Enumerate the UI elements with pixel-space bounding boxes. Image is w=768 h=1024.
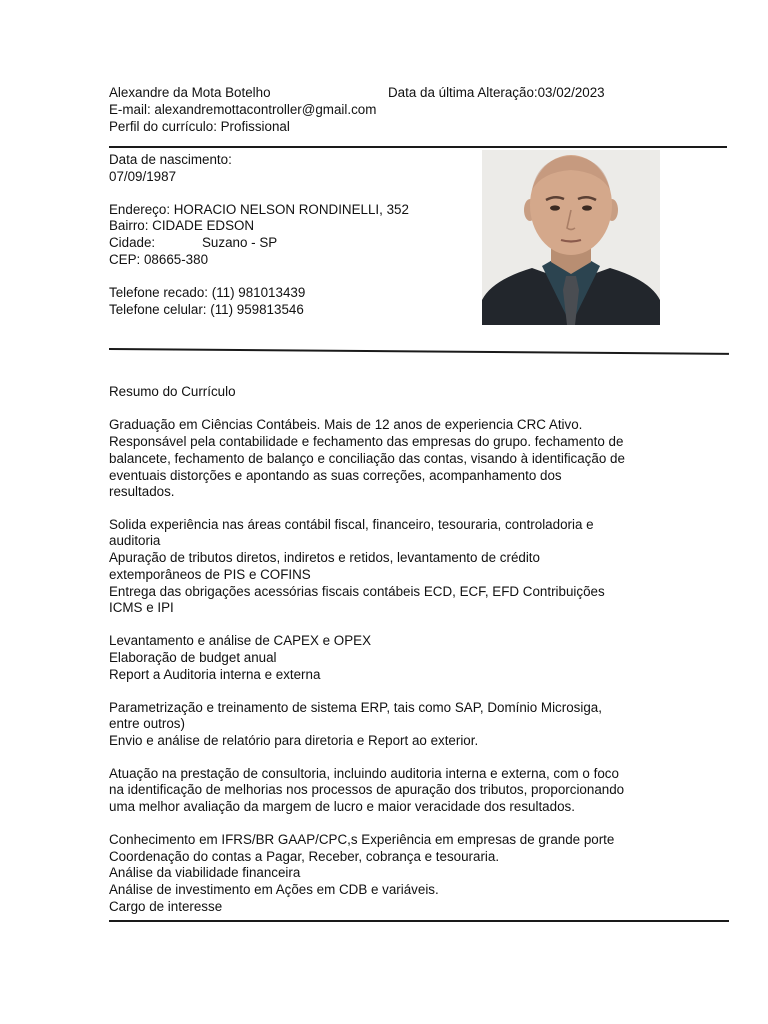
summary-line: Solida experiência nas áreas contábil fiscal, financeiro, tesouraria, controladoria e (109, 517, 594, 532)
last-change-date: Data da última Alteração:03/02/2023 (388, 85, 605, 100)
summary-line: Elaboração de budget anual (109, 650, 277, 665)
profile-photo (482, 150, 660, 325)
summary-line: balancete, fechamento de balanço e conciliação das contas, visando à identificação de (109, 451, 625, 466)
summary-line: ICMS e IPI (109, 600, 174, 615)
birth-label: Data de nascimento: (109, 152, 232, 167)
phone-message-line: Telefone recado: (11) 981013439 (109, 285, 306, 300)
city-value: Suzano - SP (202, 235, 278, 250)
city-label: Cidade: (109, 235, 156, 250)
divider (109, 146, 727, 148)
summary-line: Conhecimento em IFRS/BR GAAP/CPC,s Experiência em empresas de grande porte (109, 832, 615, 847)
divider (109, 920, 729, 922)
summary-line: Coordenação do contas a Pagar, Receber, cobrança e tesouraria. (109, 849, 500, 864)
summary-line: extemporâneos de PIS e COFINS (109, 567, 311, 582)
birth-date: 07/09/1987 (109, 169, 177, 184)
email-line: E-mail: alexandremottacontroller@gmail.com (109, 102, 377, 117)
summary-line: uma melhor avaliação da margem de lucro e maior veracidade dos resultados. (109, 799, 575, 814)
summary-line: Parametrização e treinamento de sistema ERP, tais como SAP, Domínio Microsiga, (109, 700, 602, 715)
summary-line: auditoria (109, 533, 161, 548)
summary-title: Resumo do Currículo (109, 384, 236, 399)
summary-line: Atuação na prestação de consultoria, incluindo auditoria interna e externa, com o foco (109, 766, 619, 781)
summary-line: eventuais distorções e apontando as suas correções, acompanhamento dos (109, 468, 562, 483)
summary-line: Levantamento e análise de CAPEX e OPEX (109, 633, 372, 648)
summary-line: Análise da viabilidade financeira (109, 865, 301, 880)
phone-cell-line: Telefone celular: (11) 959813546 (109, 302, 304, 317)
summary-line: Report a Auditoria interna e externa (109, 667, 321, 682)
divider (109, 348, 729, 355)
summary-line: Envio e análise de relatório para diretoria e Report ao exterior. (109, 733, 479, 748)
summary-line: Graduação em Ciências Contábeis. Mais de 12 anos de experiencia CRC Ativo. (109, 417, 583, 432)
summary-line: na identificação de melhorias nos processos de apuração dos tributos, proporcionando (109, 782, 625, 797)
summary-line: resultados. (109, 484, 175, 499)
summary-line: Apuração de tributos diretos, indiretos e retidos, levantamento de crédito (109, 550, 540, 565)
cep-line: CEP: 08665-380 (109, 252, 209, 267)
address-line: Endereço: HORACIO NELSON RONDINELLI, 352 (109, 202, 409, 217)
profile-line: Perfil do currículo: Profissional (109, 119, 290, 134)
summary-line: Entrega das obrigações acessórias fiscais contábeis ECD, ECF, EFD Contribuições (109, 584, 605, 599)
district-line: Bairro: CIDADE EDSON (109, 218, 255, 233)
summary-line: Responsável pela contabilidade e fechamento das empresas do grupo. fechamento de (109, 434, 624, 449)
summary-line: Análise de investimento em Ações em CDB e variáveis. (109, 882, 439, 897)
summary-line: entre outros) (109, 716, 185, 731)
candidate-name: Alexandre da Mota Botelho (109, 85, 271, 100)
summary-line: Cargo de interesse (109, 899, 223, 914)
